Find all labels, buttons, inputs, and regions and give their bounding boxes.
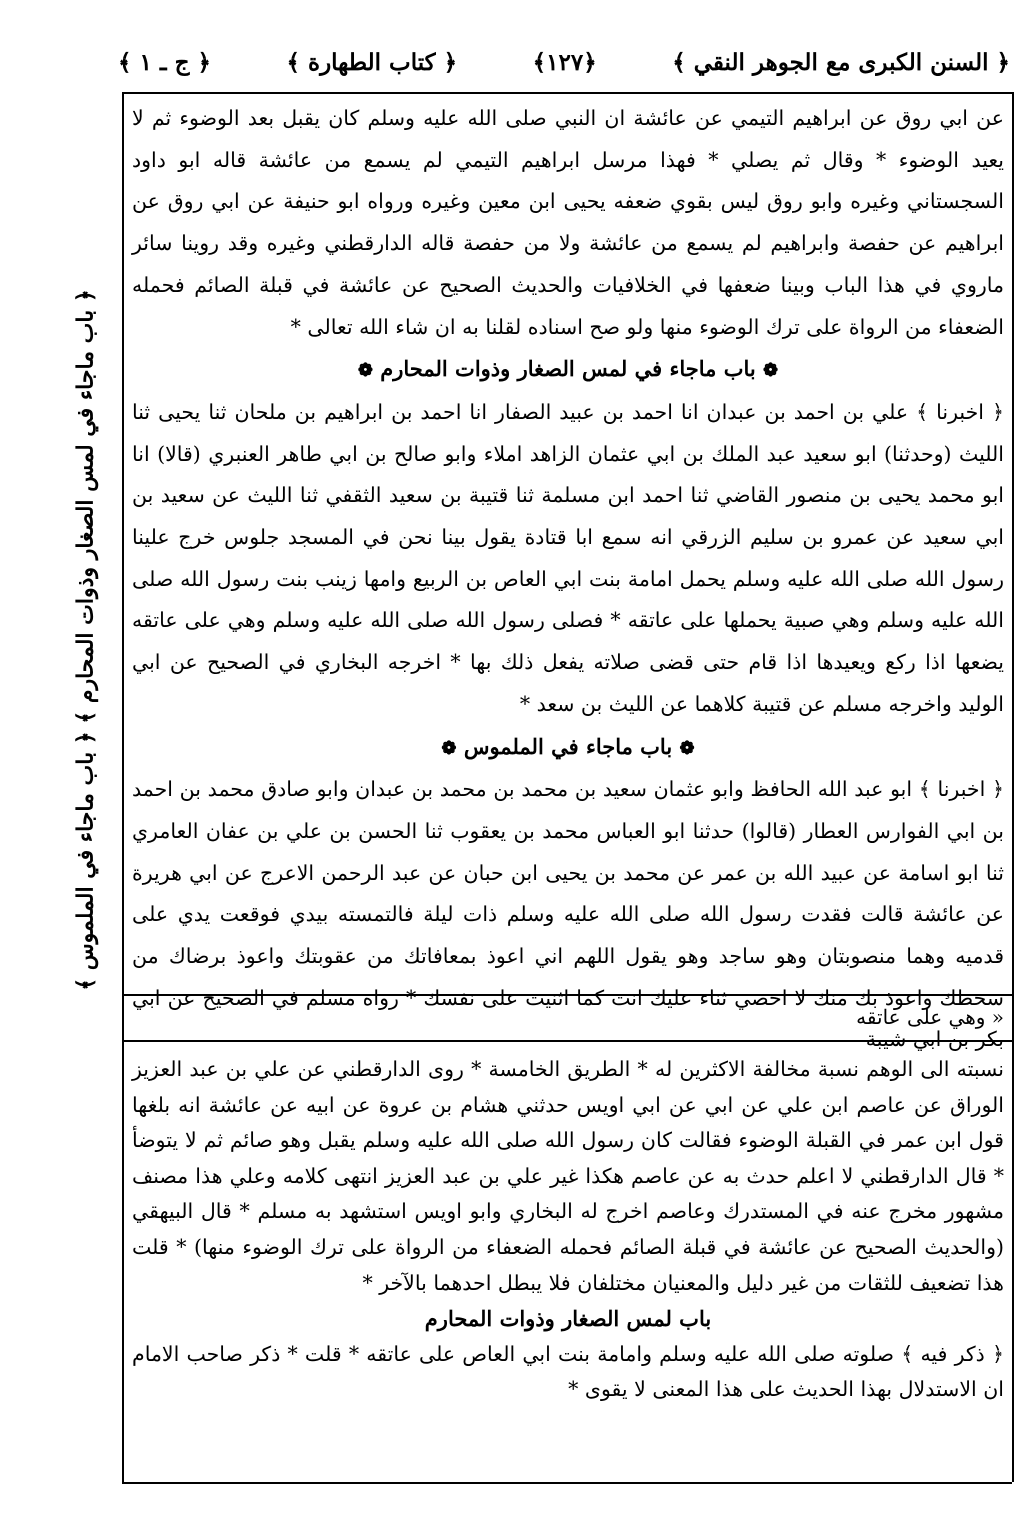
notes-text xyxy=(132,1052,1004,1408)
paragraph: عن ابي روق عن ابراهيم التيمي عن عائشة ان النبي صلى الله عليه وسلم كان يقبل بعد الوضوء ثم لا يعيد الوضوء * وقال ثم يصلي * فهذا مرسل ابراهيم التيمي لم يسمع من عائشة قاله ابو داود السجستاني وغيره وابو روق ليس بقوي ضعفه يحيى ابن معين وغيره ورواه ابو حنيفة عن ابي روق عن ابراهيم عن حفصة وابراهيم لم يسمع من عائشة ولا من حفصة قاله الدارقطني وغيره وقد روينا سائر ماروي في هذا الباب وبينا ضعفها في الخلافيات والحديث الصحيح عن عائشة في قبلة الصائم فحمله الضعفاء من الرواة على ترك الوضوء منها ولو صح اسناده لقلنا به ان شاء الله تعالى * xyxy=(132,106,1004,339)
book-title: ﴿ كتاب الطهارة ﴾ xyxy=(286,48,458,76)
side-caption-text: ﴿ باب ماجاء في لمس الصغار وذوات المحارم ﴾ ﴿ باب ماجاء في الملموس ﴾ xyxy=(73,289,99,991)
running-title: ﴿ السنن الكبرى مع الجوهر النقي ﴾ xyxy=(672,48,1010,76)
section-heading xyxy=(132,726,1004,770)
note-heading-text: باب لمس الصغار وذوات المحارم xyxy=(424,1306,712,1332)
paragraph: ﴿ اخبرنا ﴾ علي بن احمد بن عبدان انا احمد بن عبيد الصفار انا احمد بن ابراهيم بن ملحان ثنا يحيى ثنا الليث (وحدثنا) ابو سعيد عبد الملك بن ابي عثمان الزاهد املاء وابو صالح بن ابي طاهر العنبري (قالا) انا ابو محمد يحيى بن منصور القاضي ثنا احمد ابن مسلمة ثنا قتيبة بن سعيد الثقفي ثنا الليث عن سعيد بن ابي سعيد عن عمرو بن سليم الزرقي انه سمع ابا قتادة يقول بينا نحن في المسجد جلوس خرج علينا رسول الله صلى الله عليه وسلم يحمل امامة بنت ابي العاص بن الربيع وامها زينب بنت رسول الله صلى الله عليه وسلم وهي صبية يحملها على عاتقه * فصلى رسول الله صلى الله عليه وسلم وهي على عاتقه يضعها اذا ركع ويعيدها اذا قام حتى قضى صلاته يفعل ذلك بها * اخرجه البخاري في الصحيح عن ابي الوليد واخرجه مسلم عن قتيبة كلاهما عن الليث بن سعد * xyxy=(132,399,1004,716)
volume-label: ﴿ ج ـ ١ ﴾ xyxy=(118,48,211,76)
ornament-right: ❁ xyxy=(679,737,695,759)
paragraph: ﴿ اخبرنا ﴾ ابو عبد الله الحافظ وابو عثمان سعيد بن محمد بن محمد بن عبدان وابو صادق محمد بن احمد بن ابي الفوارس العطار (قالوا) حدثنا ابو العباس محمد بن يعقوب ثنا الحسن بن علي بن عفان العامري ثنا ابو اسامة عن عبيد الله بن عمر عن محمد بن يحيى ابن حبان عن عبد الرحمن الاعرج عن ابي هريرة عن عائشة قالت فقدت رسول الله صلى الله عليه وسلم ذات ليلة فالتمسته بيدي فوقعت يدي على قدميه وهما منصوبتان وهو ساجد وهو يقول اللهم اني اعوذ بمعافاتك من عقوبتك واعوذ برضاك من سخطك واعوذ بك منك لا احصي ثناء عليك انت كما اثنيت على نفسك * رواه مسلم في الصحيح عن ابي بكر بن ابي شيبة xyxy=(132,777,1004,1052)
note-marker-text: « وهي على عاتقه xyxy=(856,1005,1004,1029)
section-heading-text: باب ماجاء في لمس الصغار وذوات المحارم xyxy=(380,356,756,382)
bottom-rule xyxy=(122,1482,1012,1484)
main-text xyxy=(132,98,1004,1061)
section-heading xyxy=(132,348,1004,392)
top-rule xyxy=(122,92,1012,94)
side-caption xyxy=(64,289,108,991)
note-marker xyxy=(132,1000,1014,1034)
note-heading xyxy=(132,1301,1004,1337)
ornament-left: ❁ xyxy=(441,737,457,759)
page-number: ﴿١٢٧﴾ xyxy=(532,48,597,76)
ornament-right: ❁ xyxy=(763,360,779,382)
section-heading-text: باب ماجاء في الملموس xyxy=(463,733,673,759)
note-paragraph: نسبته الى الوهم نسبة مخالفة الاكثرين له * الطريق الخامسة * روى الدارقطني عن علي بن عبد العزيز الوراق عن عاصم ابن علي عن ابي عن ابي اويس حدثني هشام بن عروة عن ابيه عن عائشة انه بلغها قول ابن عمر في القبلة الوضوء فقالت كان رسول الله صلى الله عليه وسلم يقبل وهو صائم ثم لا يتوضأ * قال الدارقطني لا اعلم حدث به عن عاصم هكذا غير علي بن عبد العزيز انتهى كلامه وعلي هذا مصنف مشهور مخرج عنه في المستدرك وعاصم اخرج له البخاري وابو اويس استشهد به مسلم * قال البيهقي (والحديث الصحيح عن عائشة في قبلة الصائم فحمله الضعفاء من الرواة على ترك الوضوء منها) * قلت هذا تضعيف للثقات من غير دليل والمعنيان مختلفان فلا يبطل احدهما بالآخر * xyxy=(132,1057,1004,1295)
ornament-left: ❁ xyxy=(357,360,373,382)
note-paragraph: ﴿ ذكر فيه ﴾ صلوته صلى الله عليه وسلم وامامة بنت ابي العاص على عاتقه * قلت * ذكر صاحب الامام ان الاستدلال بهذا الحديث على هذا المعنى لا يقوى * xyxy=(132,1341,1004,1402)
page-header xyxy=(118,38,1010,86)
